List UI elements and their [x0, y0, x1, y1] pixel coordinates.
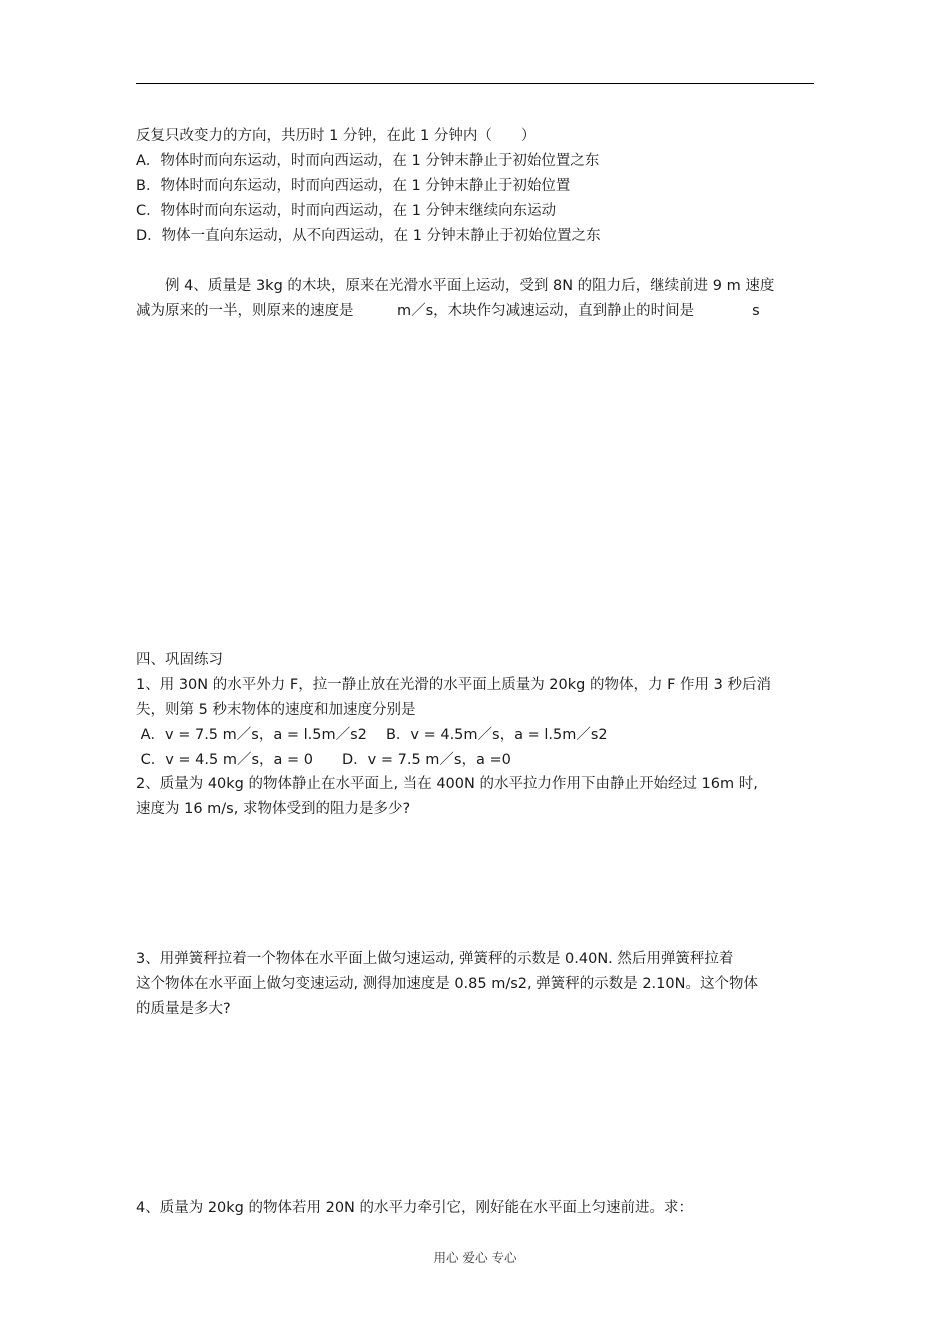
option-b: B．物体时而向东运动，时而向西运动，在 1 分钟末静止于初始位置 — [136, 178, 571, 194]
page-footer: 用心 爱心 专心 — [433, 1250, 517, 1265]
exercise-4-line-1: 4、质量为 20kg 的物体若用 20N 的水平力牵引它，刚好能在水平面上匀速前进。求： — [136, 1200, 694, 1216]
example-4-line-1: 例 4、质量是 3kg 的木块，原来在光滑水平面上运动，受到 8N 的阻力后，继续前进 9 m 速度 — [136, 278, 775, 294]
exercise-3-line-1: 3、用弹簧秤拉着一个物体在水平面上做匀速运动, 弹簧秤的示数是 0.40N. 然后用弹簧秤拉着 — [136, 951, 734, 967]
option-d: D．物体一直向东运动，从不向西运动，在 1 分钟末静止于初始位置之东 — [136, 228, 601, 244]
option-c: C．物体时而向东运动，时而向西运动，在 1 分钟末继续向东运动 — [136, 203, 557, 219]
example-4-line-2: 减为原来的一半，则原来的速度是 m／s，木块作匀减速运动，直到静止的时间是 s — [136, 303, 760, 319]
exercise-2-line-1: 2、质量为 40kg 的物体静止在水平面上, 当在 400N 的水平拉力作用下由静止开始经过 16m 时, — [136, 776, 758, 792]
exercise-1-line-2: 失，则第 5 秒末物体的速度和加速度分别是 — [136, 702, 416, 718]
exercise-1-line-1: 1、用 30N 的水平外力 F，拉一静止放在光滑的水平面上质量为 20kg 的物体，力 F 作用 3 秒后消 — [136, 677, 771, 693]
header-rule — [136, 83, 814, 84]
exercise-1-options-cd: C．v = 4.5 m／s，a = 0 D．v = 7.5 m／s，a =0 — [136, 752, 511, 768]
option-a: A．物体时而向东运动，时而向西运动，在 1 分钟末静止于初始位置之东 — [136, 153, 600, 169]
question-stem-continuation: 反复只改变力的方向，共历时 1 分钟，在此 1 分钟内（ ） — [136, 128, 536, 144]
exercise-1-options-ab: A．v = 7.5 m／s，a = l.5m／s2 B．v = 4.5m／s，a = l.5m／s2 — [136, 727, 608, 743]
exercise-2-line-2: 速度为 16 m/s, 求物体受到的阻力是多少? — [136, 801, 411, 817]
exercise-3-line-3: 的质量是多大? — [136, 1001, 231, 1017]
exercise-3-line-2: 这个物体在水平面上做匀变速运动, 测得加速度是 0.85 m/s2, 弹簧秤的示数是 2.10N。这个物体 — [136, 976, 758, 992]
section-heading: 四、巩固练习 — [136, 652, 223, 668]
